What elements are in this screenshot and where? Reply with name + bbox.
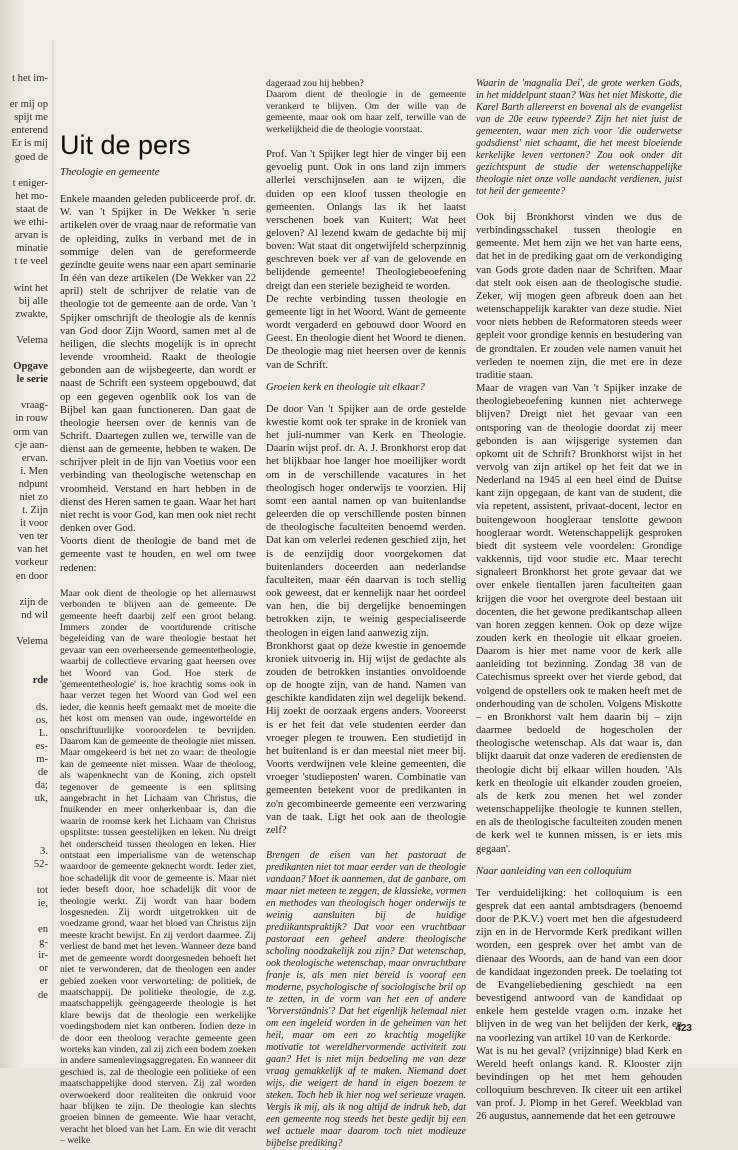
margin-line: zwakte, <box>15 308 48 320</box>
margin-line: we ethi- <box>13 217 48 229</box>
margin-line: en <box>38 924 48 936</box>
margin-line <box>0 648 52 661</box>
margin-line: g- <box>39 937 48 949</box>
margin-line: uk, <box>34 793 48 805</box>
col3-paragraph-2: Maar de vragen van Van 't Spijker inzake de theologiebeoefening kunnen niet achterwege blijven? Dreigt niet het gevaar van een ontsporing van de theologie doordat zij meer gebonden is aan wijsgerige systemen dan opkomt uit de Schrift? Bronkhorst wijst in het vervolg van zijn artikel op het feit dat we in Nederland na 1945 al een heel eind de Duitse kant zijn opgegaan, de kant van de student, die via repetent, assistent, privaat-docent, lector en buitengewoon hoogleraar tenslotte gewoon hoogleraar wordt. Wetenschappelijk gesproken biedt dit systeem vele voordelen: Grondige vakkennis, tijd voor studie etc. Maar terecht signaleert Bronkhorst het grote gevaar dat we over enkele tientallen jaren faculteiten gaan krijgen die voor het overgrote deel bestaan uit docenten, die het gewone predikantschap alleen van horen zeggen kennen. Ook op deze wijze zouden kerk en theologie uit elkaar groeien. Daarom is hier met name voor de kerk alle aanleiding tot bezinning. Zondag 38 van de Catechismus spreekt over het vierde gebod, dat volgend de opstellers ook te maken heeft met de onderhouding van de scholen. Volgens Miskotte – en Bronkhorst valt hem daarin bij – zijn daarmee bedoeld de hogescholen der theologische wetenschap. Als dat waar is, dan blijkt daaruit dat onze vaderen de erediensten de theologie dicht bij elkaar willen houden. 'Als kerk en theologie uit elkander zouden groeien, als de kerk zou menen het wel zonder wetenschappelijke theologie te kunnen stellen, en als de theologische faculteiten zouden menen de kerk wel te kunnen missen, is er iets mis gegaan'. <box>476 383 682 855</box>
margin-line: ervan. <box>21 452 48 464</box>
margin-line: cje aan- <box>14 439 48 451</box>
margin-line: da; <box>35 780 48 792</box>
margin-line <box>0 164 52 177</box>
margin-line: er <box>39 976 48 988</box>
col2-paragraph-5: De door Van 't Spijker aan de orde gestelde kwestie komt ook ter sprake in de kroniek van het juli-nummer van Kerk en Theologie. Daarin wijst prof. dr. A. J. Bronkhorst erop dat het blijkbaar hoe langer hoe moeilijker wordt om in de verschillende vacatures in het theologisch hoger onderwijs te voorzien. Hij somt een aantal namen op van buitenlandse geleerden die op verschillende posten binnen de theologische faculteiten benoemd werden. Dat kan om velerlei redenen geschied zijn, het is de eenzijdig door voorgekomen dat buitenlanders doceerden aan nederlandse faculteiten, maar één daarvan is toch stellig ook geweest, dat er kennelijk naar het oordeel van hen, die bij dergelijke benoemingen betrokken zijn, te weinig gespecialiseerde theologen in eigen land aanwezig zijn. <box>266 403 466 639</box>
margin-line: ndpunt <box>18 478 48 490</box>
fold-shadow <box>52 40 55 1040</box>
margin-line <box>0 321 52 334</box>
margin-line: en door <box>15 570 48 582</box>
margin-line: t. Zijn <box>22 505 48 517</box>
margin-line <box>0 805 52 818</box>
col1-paragraph-2: Voorts dient de theologie de band met de gemeente vast te houden, en wel om twee redenen: <box>60 536 256 574</box>
col1-paragraph-1: Enkele maanden geleden publiceerde prof. dr. W. van 't Spijker in De Wekker 'n serie artikelen over de vraag naar de reformatie van de opleiding, zulks in verband met de in sommige delen van de gereformeerde gezindte geuite wens naar een apart seminarie In één van deze artikelen (De Wekker van 22 april) stelt de schrijver de relatie van de theologie tot de gemeente aan de orde. Van 't Spijker omschrijft de theologie als de kennis van God door Zijn Woord, samen met al de heiligen, die slechts mogelijk is in oprecht levende vroomheid. Raakt de theologie gebonden aan de wijsbegeerte, dan wordt er naast de Schrift een systeem opgebouwd, dat op een gegeven ogenblik ook los van de Bijbel kan gaan functioneren. Dan gaat de theologie heersen over de kennis van de Schrift. Daartegen zullen we, terwille van de dienst aan de gemeente, hebben te waken. De schrijver pleit in de lijn van Voetius voor een verbinding van theologische wetenschap en vroomheid. Verstand en hart hebben in de dienst des Heren samen te gaan. Waar het hart niet recht is voor God, kan men ook niet recht denken over God. <box>60 194 256 535</box>
col3-subheading: Naar aanleiding van een colloquium <box>476 865 632 877</box>
page-subtitle: Theologie en gemeente <box>60 166 160 178</box>
margin-line <box>0 818 52 831</box>
margin-line: de <box>38 989 48 1001</box>
margin-line <box>0 687 52 700</box>
col3-paragraph-3: Ter verduidelijking: het colloquium is een gesprek dat een aantal ambtsdragers (benoemd door de P.K.V.) voert met hen die afgestudeerd zijn en in de Hervormde Kerk predikant willen worden, een gesprek over het ambt van de dienaar des Woords, aan de hand van een door de kandidaat ingezonden preek. De toelating tot de Evangeliebediening geschiedt na een bevestigend antwoord van de kandidaat op enkele hem gestelde vragen o.m. inzake het blijven in de weg van het belijden der kerk, en na voorlezing van artikel 10 van de Kerkorde. <box>476 887 682 1044</box>
margin-line: vorkeur <box>15 557 48 569</box>
margin-line: van het <box>17 544 48 556</box>
margin-line <box>0 661 52 674</box>
col3-quote: Waarin de 'magnalia Dei', de grote werken Gods, in het middelpunt staan? Was het niet Miskotte, die Karel Barth allereerst en bovenal als de evangelist van de 20e eeuw typeerde? Zijn het niet juist de gemeenten, waar men zich voor 'die ouderwetse godsdienst' niet schaamt, die het meest bloeiende kerkelijke leven vertonen? Zou ook onder dit gezichtspunt de studie der wetenschappelijke theologie niet onze volle aandacht verdienen, juist tot heil der gemeente? <box>476 78 682 197</box>
margin-line: staat de <box>15 203 48 215</box>
margin-line: t eniger- <box>12 177 48 189</box>
margin-line: L. <box>38 727 48 739</box>
margin-line <box>0 622 52 635</box>
margin-line <box>0 386 52 399</box>
col2-paragraph-1: dageraad zou hij hebben? <box>266 78 364 89</box>
margin-line: 3. <box>40 845 48 857</box>
margin-line: it voor <box>20 518 48 530</box>
page-number: 423 <box>675 1023 692 1034</box>
margin-line: es- <box>35 740 48 752</box>
margin-line <box>0 831 52 844</box>
margin-line: t te veel <box>14 256 48 268</box>
margin-line: ir- <box>38 950 48 962</box>
column-1 <box>60 130 256 1147</box>
margin-line: in rouw <box>15 413 48 425</box>
col2-paragraph-3: Prof. Van 't Spijker legt hier de vinger bij een gevoelig punt. Ook in ons land zijn immers allerlei verschijnselen aan te wijzen, die duiden op een kloof tussen theologie en gemeenten. Onlangs las ik het laatst verschenen boek van Kuitert; Wat heet geloven? Al lezend kwam de gedachte bij mij boven: Wat staat dit ongetwijfeld scherpzinnig geschreven boek ver af van de gelovende en belijdende gemeente! Theologiebeoefening dreigt dan een steriele bezigheid te worden. <box>266 149 466 292</box>
margin-line: i. Men <box>20 465 48 477</box>
margin-line: de <box>38 766 48 778</box>
margin-line: spijt me <box>14 112 48 124</box>
margin-line <box>0 871 52 884</box>
col2-paragraph-6: Bronkhorst gaat op deze kwestie in genoemde kroniek uitvoerig in. Hij wijst de gedachte als zouden de betrokken instanties onvoldoende op de hoogte zijn, van de hand. Namen van geschikte kandidaten zijn wel degelijk bekend. Hij zoekt de oorzaak ergens anders. Vooreerst is er het feit dat vele studenten eerder dan vroeger plegen te trouwen. Een studietijd in het buitenland is er dan meestal niet meer bij. Voorts verdwijnen vele kleine gemeenten, die vroeger 'studieposten' waren. Combinatie van gemeenten betekent voor de predikanten in zo'n gecombineerde gemeente een verzwaring van de taak. Ligt het ook aan de theologie zelf? <box>266 640 466 836</box>
margin-line: Opgave <box>13 361 48 373</box>
margin-line: ie, <box>37 897 48 909</box>
margin-line <box>0 347 52 360</box>
col2-subheading: Groeien kerk en theologie uit elkaar? <box>266 381 425 393</box>
margin-line: Er is mij <box>11 138 48 150</box>
margin-line: le serie <box>16 374 48 386</box>
margin-line: wint het <box>13 282 48 294</box>
col2-paragraph-2: Daarom dient de theologie in de gemeente verankerd te blijven. Om der wille van de gemeente, maar ook om haar zelf, terwille van de werkelijkheid die de theologie voorstaat. <box>266 89 466 135</box>
margin-line <box>0 583 52 596</box>
margin-line: vraag- <box>20 400 48 412</box>
margin-line <box>0 910 52 923</box>
margin-line: enterend <box>11 125 48 137</box>
margin-line: nd wil <box>21 609 48 621</box>
margin-line: zijn de <box>19 596 48 608</box>
page-title: Uit de pers <box>60 130 191 160</box>
column-2 <box>266 78 466 1150</box>
margin-line: het mo- <box>15 190 48 202</box>
margin-line: Velema <box>16 334 48 346</box>
col3-paragraph-1: Ook bij Bronkhorst vinden we dus de verbindingsschakel tussen theologie en gemeente. Met hem zijn we het van harte eens, dat het in de prediking gaat om de verkondiging van Gods grote daden naar de Schriften. Maar dat stelt ook eisen aan de theologische studie. Zeker, wij mogen geen afbreuk doen aan het wetenschappelijk karakter van deze studie. Niet voor niets hebben de Reformatoren steeds weer gepleit voor grondige kennis en bestudering van de grondtalen. Er zouden vele namen vanuit het verleden te noemen zijn, die met ere in deze traditie staan. <box>476 212 682 381</box>
col2-quote: Brengen de eisen van het pastoraat de predikanten niet tot maar eerder van de theologie vandaan? Moet ik aannemen, dat de ganbare, om maar niet meteen te zeggen, de klassieke, vormen en methodes van theologisch hoger onderwijs te weinig aansluiten bij de huidige prediikantspraktijk? Dat voor een vruchtbaar pastoraat een geheel andere theologische scholing noodzakelijk zou zijn? Dat wetenschap, ook theologische wetenschap, maar onvruchtbare franje is, als men niet bereid is vooraf een moderne, psychologische of sociologische bril op te zetten, in de vorm van het een of andere 'Vorverständnis'? Dat het eigenlijk helemaal niet om een ingeleid worden in de geheimen van het heil, maar om een zo krachtig mogelijke motivatie tot wereldhervormende activiteit zou gaan? Het is niet mijn bedoeling me van deze vraag gemakkelijk af te maken. Niemand doet wijs, die weigert de hand in eigen boezem te steken. Toch heb ik hier nog wel serieuze vragen. Vergis ik mij, als ik nog altijd de indruk heb, dat een gemeente nog steeds het beste gedijt bij een wel actuele maar daarom toch niet modieuze bijbelse prediking? <box>266 850 466 1149</box>
margin-line <box>0 268 52 281</box>
margin-line: or <box>39 963 48 975</box>
margin-line: os. <box>35 714 48 726</box>
margin-line: ven ter <box>18 531 48 543</box>
column-3 <box>476 78 682 1124</box>
margin-line: tot <box>36 884 48 896</box>
margin-line: Velema <box>16 636 48 648</box>
margin-line: goed de <box>14 151 48 163</box>
col1-quote: Maar ook dient de theologie op het allernauwst verbonden te blijven aan de gemeente. De gemeente heeft daarbij zelf een groot belang. Immers zonder de voortdurende critische begeleiding van de ware theologie bestaat het gevaar van een overheersende gemeentetheologie, waarbij de collectieve ervaring gaat heersen over het Woord van God. Hoe sterk de 'gemeentetheologie' is, hoe krachtig soms ook in haar verzet tegen het Woord van God wel een ieder, die kennis heeft gemaakt met de moeite die het kost om mensen van oude, ingewortelde en onschriftuurlijke vooroordelen te bevrijden. Daarom kan de gemeente de theologie niet missen. Maar omgekeerd is het net zo waar: de theologie kan de gemeente niet missen. Waar de theoloog, als wapenknecht van de Koning, zich opstelt tegenover de gemeente is een splitsing aangebracht in het Lichaam van Christus, die fnuikender en meer onherkenbaar is, dan die waarin de roomse kerk het Lichaam van Christus opsplitste: tussen geestelijken en leken. Nu dreigt het onderscheid tussen theologen en leken. Hier ontstaat een imperialisme van de wetenschap waardoor de gemeente geknecht wordt. Ieder ziet, hoe schadelijk dit voor de gemeente is. Maar niet ieder beseft door, hoe schadelijk dit voor de theologie werkt. Zij wordt van haar bodem losgesneden. Zij wordt uitgetrokken uit de voedzame grond, waar het bloed van Christus zijn meeste kracht bewijst. En zij verdort daarmee. Zij verliest de band met het leven. Wanneer deze band met de gemeente wordt doorgesneden behoeft het niet te verwonderen, dat de theologen een ander gebied zoeken voor verworteling: de politiek, de maatschappij. De politieke theologie, de z.g. maatschappelijk geëngageerde theologie is het klare bewijs dat de theologie een werkelijke voedingsbodem niet kan ontberen. Indien deze in de door een theoloog verachte gemeente geen worteks kan vinden, zal zij zich een bodem zoeken in andere samenlevingsaggregaten. En wanneer dit geschied is, zal de theologie een politieke of een maatschappelijke dood sterven. Zij zal worden overwoekerd door realiteiten die onkruid voor haar blijken te zijn. De theologie kan slechts groeien binnen de gemeente. Wie haar veracht, veracht het bloed van het Lam. En wie dit veracht – welke <box>60 587 256 1147</box>
margin-line: m- <box>36 753 48 765</box>
margin-line: orm van <box>12 426 48 438</box>
col3-paragraph-4: Wat is nu het geval? (vrijzinnige) blad Kerk en Wereld heeft onlangs kand. R. Klooster zijn bevindingen op het met hem gehouden colloquium beschreven. Ik citeer uit een artikel van prof. J. Plomp in het Geref. Weekblad van 26 augustus, aannemende dat het een getrouwe <box>476 1045 682 1123</box>
previous-page-margin-text <box>0 72 52 1002</box>
margin-line: 52- <box>33 858 48 870</box>
margin-line: ds. <box>35 701 48 713</box>
col2-paragraph-4: De rechte verbinding tussen theologie en gemeente ligt in het Woord. Want de gemeente wordt vergaderd en gebouwd door Woord en Geest. En theologie dient het Woord te dienen. De theologie mag niet heersen over de kennis van de Schrift. <box>266 293 466 371</box>
margin-line: t het im- <box>12 73 48 84</box>
margin-line: niet zo <box>19 492 48 503</box>
margin-line: bij alle <box>18 295 48 307</box>
margin-line: minatie <box>16 243 48 255</box>
margin-line: arvan is <box>14 230 48 242</box>
margin-line <box>0 85 52 98</box>
margin-line: er mij op <box>9 99 48 111</box>
margin-line: rde <box>32 675 48 687</box>
